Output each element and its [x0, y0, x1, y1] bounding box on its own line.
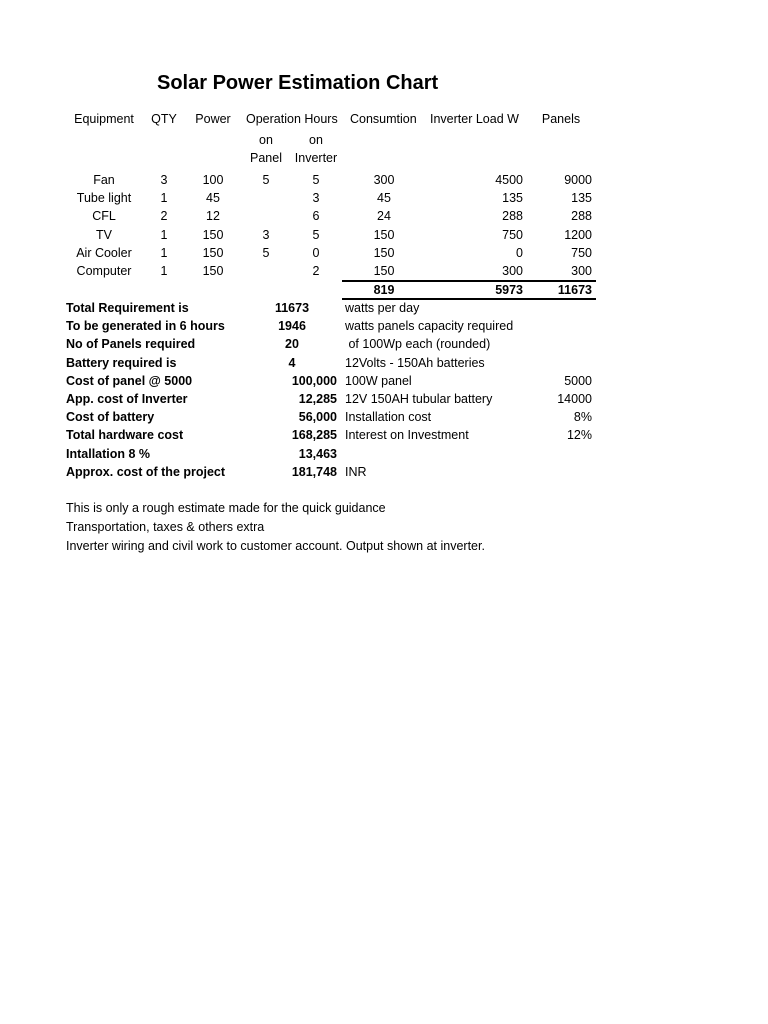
total-inverter-load: 5973 [495, 283, 523, 297]
header-power: Power [195, 112, 231, 126]
summary-note: watts per day [345, 301, 420, 315]
page-title: Solar Power Estimation Chart [157, 72, 439, 94]
cell-qty: 1 [160, 227, 168, 242]
header-equipment: Equipment [74, 112, 134, 126]
cell-inverter-load: 750 [502, 227, 523, 242]
cell-inverter-load: 135 [502, 191, 523, 206]
summary-value: 20 [285, 337, 299, 352]
cell-panel-hours: 5 [262, 245, 270, 260]
cell-inverter-hours: 6 [312, 209, 320, 224]
cell-inverter-load: 0 [516, 245, 523, 260]
header-on-inverter-line2: Inverter [294, 151, 338, 165]
cell-panels: 9000 [564, 173, 592, 187]
summary-value: 13,463 [298, 446, 337, 461]
summary-note: Interest on Investment [345, 428, 469, 443]
summary-value: 168,285 [291, 428, 337, 443]
summary-label: No of Panels required [66, 337, 196, 352]
summary-value: 4 [288, 355, 296, 370]
cell-inverter-hours: 5 [312, 227, 320, 242]
summary-note: 12Volts - 150Ah batteries [345, 355, 485, 370]
cell-qty: 1 [160, 245, 168, 260]
summary-label: Cost of panel @ 5000 [66, 373, 193, 388]
cell-consumption: 24 [377, 209, 391, 224]
summary-extra: 8% [573, 410, 592, 425]
cell-panels: 750 [571, 245, 592, 260]
summary-extra: 14000 [557, 392, 592, 406]
cell-power: 12 [206, 209, 220, 224]
cell-inverter-load: 288 [502, 209, 523, 224]
summary-value: 12,285 [298, 392, 337, 406]
cell-qty: 3 [160, 173, 168, 187]
summary-value: 1946 [278, 319, 306, 334]
summary-note: watts panels capacity required [345, 319, 514, 334]
cell-equipment: TV [96, 227, 112, 242]
summary-label: Approx. cost of the project [66, 464, 226, 479]
cell-qty: 2 [160, 209, 168, 224]
note-line: This is only a rough estimate made for the quick guidance [66, 501, 386, 515]
cell-equipment: CFL [92, 209, 116, 224]
cell-inverter-hours: 3 [312, 191, 320, 206]
summary-note: INR [345, 464, 367, 479]
cell-panels: 300 [571, 264, 592, 278]
cell-equipment: Computer [76, 264, 132, 278]
cell-qty: 1 [160, 264, 168, 278]
header-operation-hours: Operation Hours [246, 112, 338, 126]
summary-label: Total Requirement is [66, 301, 189, 315]
cell-panels: 288 [571, 209, 592, 224]
header-inverter-load: Inverter Load W [430, 112, 519, 126]
note-line: Transportation, taxes & others extra [66, 520, 265, 534]
header-on-panel-line2: Panel [250, 151, 282, 165]
header-consumption: Consumtion [350, 112, 417, 126]
summary-value: 56,000 [298, 410, 337, 425]
cell-inverter-load: 300 [502, 264, 523, 278]
cell-consumption: 150 [373, 245, 395, 260]
cell-inverter-load: 4500 [495, 173, 523, 187]
summary-label: To be generated in 6 hours [66, 319, 225, 334]
cell-consumption: 45 [377, 191, 391, 206]
header-panels: Panels [541, 112, 581, 126]
cell-power: 100 [202, 173, 224, 187]
cell-power: 150 [202, 245, 224, 260]
cell-panels: 135 [571, 191, 592, 206]
cell-equipment: Air Cooler [76, 245, 132, 260]
summary-value: 181,748 [291, 464, 337, 479]
total-consumption: 819 [373, 283, 395, 297]
summary-label: Battery required is [66, 355, 177, 370]
cell-panel-hours: 3 [262, 227, 270, 242]
summary-label: Intallation 8 % [66, 446, 151, 461]
cell-panel-hours: 5 [262, 173, 270, 187]
summary-extra: 5000 [564, 373, 592, 388]
header-on-inverter-line1: on [309, 133, 323, 147]
header-on-panel-line1: on [259, 133, 273, 147]
cell-consumption: 300 [373, 173, 395, 187]
summary-value: 100,000 [291, 373, 337, 388]
summary-value: 11673 [274, 301, 310, 315]
cell-inverter-hours: 5 [312, 173, 320, 187]
cell-qty: 1 [160, 191, 168, 206]
cell-equipment: Fan [93, 173, 115, 187]
cell-consumption: 150 [373, 264, 395, 278]
total-panels: 11673 [557, 283, 592, 297]
summary-extra: 12% [566, 428, 592, 443]
summary-note: of 100Wp each (rounded) [345, 337, 491, 352]
summary-label: App. cost of Inverter [66, 392, 188, 406]
summary-label: Cost of battery [66, 410, 155, 425]
note-line: Inverter wiring and civil work to customer account. Output shown at inverter. [66, 539, 485, 553]
summary-note: 100W panel [345, 373, 412, 388]
cell-power: 150 [202, 227, 224, 242]
summary-note: 12V 150AH tubular battery [345, 392, 493, 406]
cell-power: 45 [206, 191, 220, 206]
cell-inverter-hours: 0 [312, 245, 320, 260]
cell-panels: 1200 [564, 227, 592, 242]
cell-consumption: 150 [373, 227, 395, 242]
cell-power: 150 [202, 264, 224, 278]
header-qty: QTY [151, 112, 177, 126]
cell-inverter-hours: 2 [312, 264, 320, 278]
summary-note: Installation cost [345, 410, 432, 425]
cell-equipment: Tube light [76, 191, 132, 206]
summary-label: Total hardware cost [66, 428, 184, 443]
